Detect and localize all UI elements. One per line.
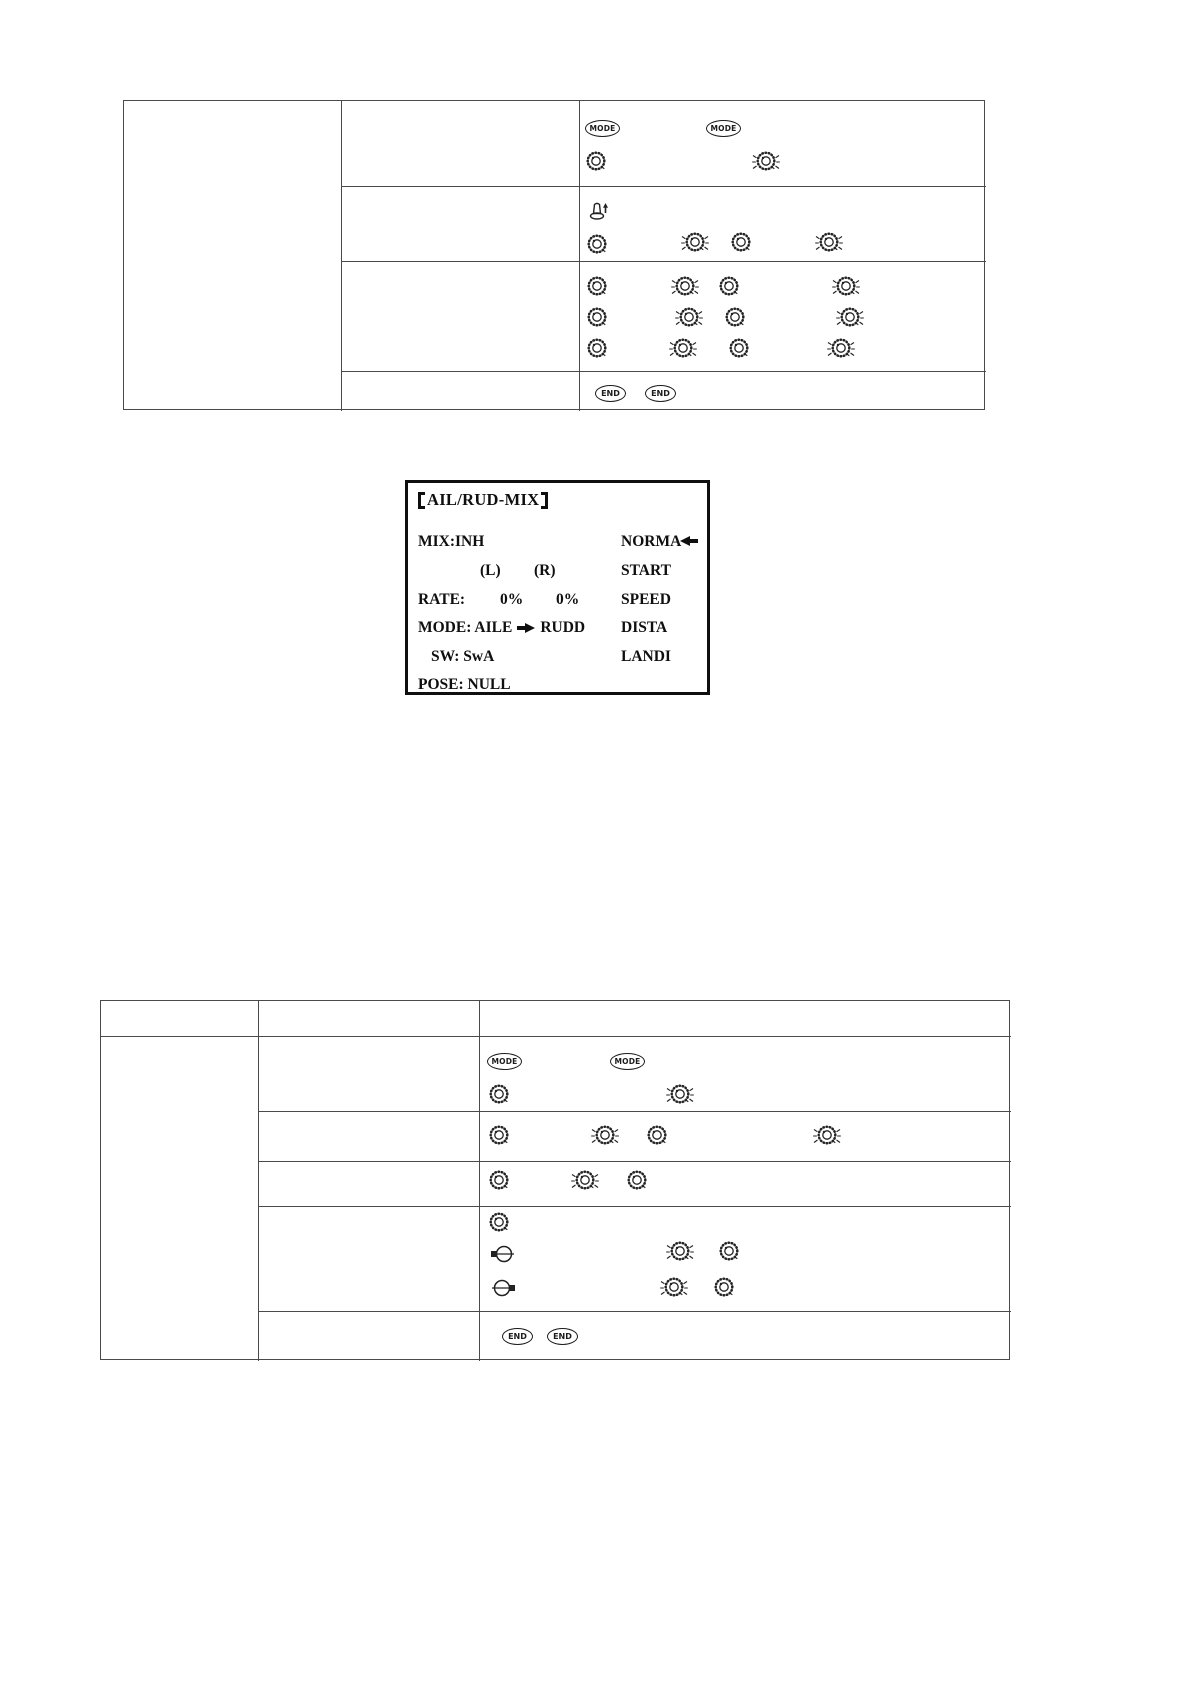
table-divider: [258, 1111, 1011, 1112]
lcd-rate-label: RATE:: [418, 591, 466, 608]
dial-icon: [718, 1240, 740, 1262]
dial-icon: [724, 306, 746, 328]
arrow-head: [680, 536, 690, 546]
dial-icon: [586, 275, 608, 297]
dial-turning-icon: [681, 230, 709, 254]
dial-turning-icon: [666, 1082, 694, 1106]
end-button-icon: END: [595, 385, 626, 402]
table-divider: [101, 1036, 1011, 1037]
dial-icon: [586, 233, 608, 255]
lcd-title-text: AIL/RUD-MIX: [427, 490, 540, 509]
lcd-menu-item-start: START: [621, 562, 671, 579]
dial-icon: [488, 1211, 510, 1233]
arrow-tail: [517, 626, 525, 630]
bracket-right-icon: [541, 492, 548, 509]
dial-turning-icon: [671, 274, 699, 298]
end-button-icon: END: [547, 1328, 578, 1345]
lcd-right-label: (R): [534, 562, 556, 579]
dial-turning-icon: [591, 1123, 619, 1147]
cursor-arrow-icon: [680, 536, 698, 546]
procedure-table-top: [123, 100, 985, 410]
dial-turning-icon: [815, 230, 843, 254]
dial-icon: [728, 337, 750, 359]
dial-turning-icon: [832, 274, 860, 298]
arrow-head: [525, 623, 535, 633]
table-divider: [341, 371, 986, 372]
lcd-screen: [405, 480, 710, 695]
table-divider: [258, 1001, 259, 1361]
lcd-mode-target: RUDD: [540, 619, 586, 636]
lcd-menu-item-speed: SPEED: [621, 591, 671, 608]
table-divider: [479, 1001, 480, 1361]
dial-icon: [488, 1124, 510, 1146]
dial-turning-icon: [813, 1123, 841, 1147]
dial-turning-icon: [571, 1168, 599, 1192]
lcd-mode-label: MODE: AILE: [418, 619, 513, 636]
table-divider: [341, 101, 342, 411]
lcd-left-label: (L): [480, 562, 501, 579]
trim-right-icon: [490, 1277, 516, 1299]
dial-turning-icon: [752, 149, 780, 173]
table-divider: [579, 101, 580, 411]
dial-icon: [626, 1169, 648, 1191]
dial-icon: [488, 1083, 510, 1105]
mode-button-icon: MODE: [706, 120, 741, 137]
dial-icon: [586, 337, 608, 359]
table-divider: [341, 261, 986, 262]
dial-turning-icon: [827, 336, 855, 360]
dial-turning-icon: [669, 336, 697, 360]
stick-up-icon: [585, 200, 609, 226]
lcd-rate-left-value: 0%: [500, 591, 524, 608]
mode-button-icon: MODE: [610, 1053, 645, 1070]
dial-icon: [488, 1169, 510, 1191]
lcd-title: [418, 490, 548, 510]
lcd-pose-field: POSE: NULL: [418, 676, 511, 693]
end-button-icon: END: [645, 385, 676, 402]
bracket-left-icon: [418, 492, 425, 509]
lcd-sw-field: SW: SwA: [431, 648, 495, 665]
end-button-icon: END: [502, 1328, 533, 1345]
table-divider: [258, 1206, 1011, 1207]
lcd-menu-item-dista: DISTA: [621, 619, 668, 636]
lcd-menu-item-landi: LANDI: [621, 648, 671, 665]
table-divider: [258, 1161, 1011, 1162]
dial-turning-icon: [660, 1275, 688, 1299]
lcd-mode-field: [418, 619, 585, 637]
arrow-tail: [690, 539, 698, 543]
lcd-rate-right-value: 0%: [556, 591, 580, 608]
right-arrow-icon: [517, 623, 535, 633]
dial-turning-icon: [675, 305, 703, 329]
dial-icon: [730, 231, 752, 253]
mode-button-icon: MODE: [487, 1053, 522, 1070]
procedure-table-bottom: [100, 1000, 1010, 1360]
table-divider: [258, 1311, 1011, 1312]
dial-turning-icon: [836, 305, 864, 329]
dial-turning-icon: [666, 1239, 694, 1263]
mode-button-icon: MODE: [585, 120, 620, 137]
dial-icon: [713, 1276, 735, 1298]
table-divider: [341, 186, 986, 187]
trim-left-icon: [490, 1243, 516, 1265]
dial-icon: [585, 150, 607, 172]
dial-icon: [718, 275, 740, 297]
lcd-menu-item-normal: NORMA: [621, 533, 682, 550]
dial-icon: [646, 1124, 668, 1146]
lcd-mix-field: MIX:INH: [418, 533, 485, 550]
dial-icon: [586, 306, 608, 328]
